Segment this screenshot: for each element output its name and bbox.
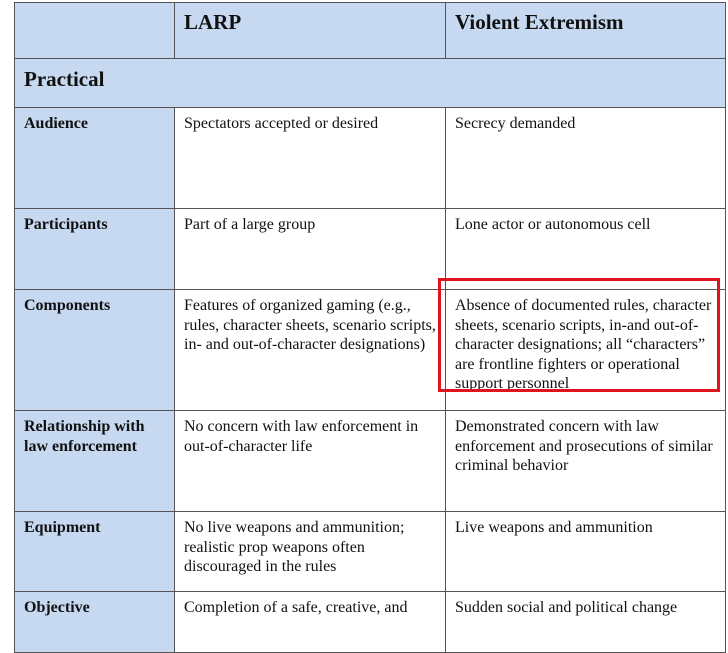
ve-cell: Demonstrated concern with law enforcement and prosecutions of similar criminal behavior: [445, 411, 726, 511]
table-row: [14, 411, 726, 512]
row-label: Components: [14, 290, 174, 410]
header-violent-extremism: Violent Extremism: [445, 3, 726, 58]
section-title: Practical: [14, 59, 726, 107]
row-label: Objective: [14, 592, 174, 652]
highlight-box: [438, 278, 720, 392]
ve-cell: Sudden social and political change: [445, 592, 726, 652]
row-label: Relationship with law enforcement: [14, 411, 174, 511]
larp-cell: Features of organized gaming (e.g., rules, character sheets, scenario scripts, in- and out-of-character designations): [174, 290, 445, 410]
row-label: Equipment: [14, 512, 174, 591]
header-larp: LARP: [174, 3, 445, 58]
table-row: [14, 592, 726, 653]
table-row: [14, 108, 726, 209]
row-label: Participants: [14, 209, 174, 289]
ve-cell: Live weapons and ammunition: [445, 512, 726, 591]
section-row: [14, 59, 726, 108]
ve-cell: Absence of documented rules, character sheets, scenario scripts, in-and out-of-character designations; all “characters” are frontline fighters or operational support personnel: [445, 290, 726, 410]
header-row: [14, 3, 726, 59]
larp-cell: No concern with law enforcement in out-of-character life: [174, 411, 445, 511]
larp-cell: Part of a large group: [174, 209, 445, 289]
larp-cell: Completion of a safe, creative, and: [174, 592, 445, 652]
larp-cell: No live weapons and ammunition; realistic prop weapons often discouraged in the rules: [174, 512, 445, 591]
ve-cell: Secrecy demanded: [445, 108, 726, 208]
ve-cell: Lone actor or autonomous cell: [445, 209, 726, 289]
table-row: [14, 512, 726, 592]
larp-cell: Spectators accepted or desired: [174, 108, 445, 208]
header-empty-cell: [14, 3, 174, 58]
row-label: Audience: [14, 108, 174, 208]
